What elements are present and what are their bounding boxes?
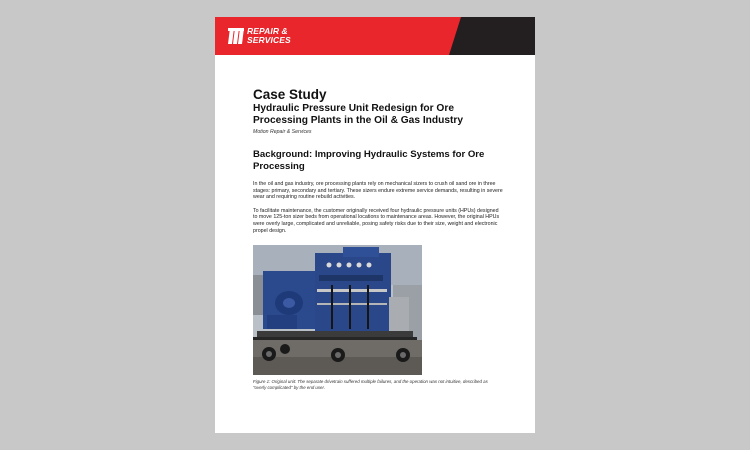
paragraph-2: To facilitate maintenance, the customer originally received four hydraulic pressure units (HPUs) designed to move 125-ton sizer beds from operational locations to maintenance areas. However, the original HPUs were overly large, complicated and unreliable, posing safety risks due to their size, weight and electronic propel design.: [253, 207, 500, 234]
page-subtitle: Hydraulic Pressure Unit Redesign for Ore Processing Plants in the Oil & Gas Industry: [253, 103, 464, 126]
header-banner: [215, 17, 535, 55]
mi-logo-icon: [228, 28, 244, 44]
figure-caption: Figure 1: Original unit: The separate drivetrain suffered multiple failures, and the operation was not intuitive, described as "overly complicated" by the end user.: [253, 379, 488, 390]
author-line: Motion Repair & Services: [253, 129, 312, 135]
hpu-photo-graphic: [253, 245, 422, 375]
logo-line-2: SERVICES: [247, 34, 291, 45]
paragraph-1: In the oil and gas industry, ore processing plants rely on mechanical sizers to crush oil sand ore in three stages: primary, secondary and tertiary. These sizers endure extreme service demands, resulting in severe wear and requiring routine rebuild activities.: [253, 181, 503, 201]
hpu-photo: [253, 245, 422, 375]
section-heading: Background: Improving Hydraulic Systems for Ore Processing: [253, 149, 485, 172]
document-body: [253, 87, 503, 234]
document-page: [215, 17, 535, 433]
page-title: Case Study: [253, 87, 327, 102]
brand-logo-text: [247, 27, 291, 44]
logo-line-1: REPAIR &: [247, 26, 288, 36]
